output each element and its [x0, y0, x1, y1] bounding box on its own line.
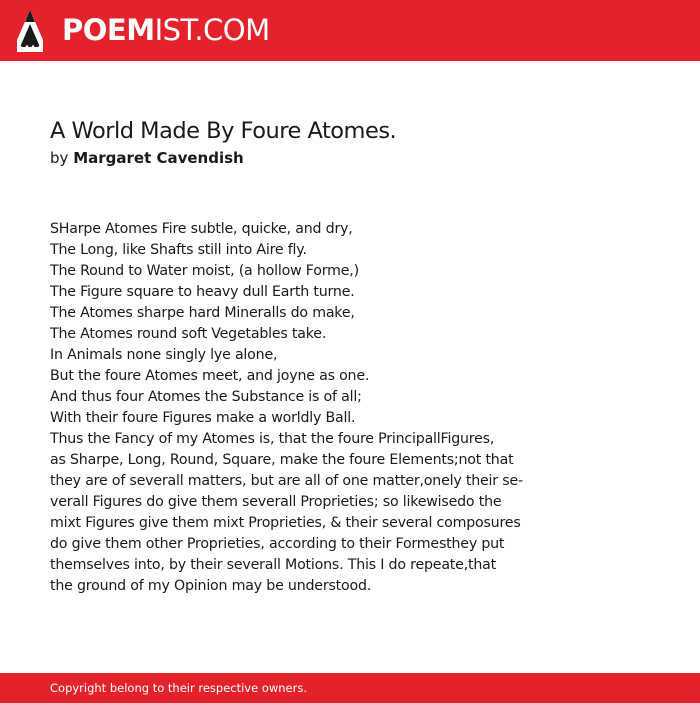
poem-line: But the foure Atomes meet, and joyne as one. [50, 368, 370, 384]
poem-title: A World Made By Foure Atomes. [50, 118, 397, 144]
poem-line: the ground of my Opinion may be understood. [50, 578, 372, 594]
poem-line: The Long, like Shafts still into Aire fly. [50, 242, 307, 258]
poem-line: Thus the Fancy of my Atomes is, that the foure PrincipallFigures, [50, 431, 495, 447]
poem-line: as Sharpe, Long, Round, Square, make the foure Elements;not that [50, 452, 514, 468]
poem-author: Margaret Cavendish [73, 149, 244, 167]
poem-line: And thus four Atomes the Substance is of all; [50, 389, 362, 405]
logo-light-text: IST.COM [154, 13, 270, 47]
poem-line: SHarpe Atomes Fire subtle, quicke, and dry, [50, 221, 353, 237]
poem-line: The Atomes round soft Vegetables take. [50, 326, 327, 342]
poem-line: verall Figures do give them severall Proprieties; so likewisedo the [50, 494, 502, 510]
poem-header [50, 116, 670, 168]
poem-line: The Atomes sharpe hard Mineralls do make, [50, 305, 355, 321]
poem-line: mixt Figures give them mixt Proprieties, & their several composures [50, 515, 521, 531]
site-header [0, 0, 700, 61]
pencil-tip-logo-icon[interactable] [17, 10, 43, 52]
poem-line: themselves into, by their severall Motions. This I do repeate,that [50, 557, 497, 573]
copyright-text: Copyright belong to their respective owners. [50, 681, 308, 695]
poem-line: In Animals none singly lye alone, [50, 347, 278, 363]
poem-line: do give them other Proprieties, according to their Formesthey put [50, 536, 505, 552]
logo-bold-text: POEM [62, 13, 155, 47]
poem-line: they are of severall matters, but are all of one matter,onely their se- [50, 473, 523, 489]
site-footer [0, 673, 700, 703]
poem-body [50, 219, 670, 597]
byline-prefix: by [50, 149, 69, 167]
poem-line: The Round to Water moist, (a hollow Forme,) [50, 263, 359, 279]
poem-line: With their foure Figures make a worldly Ball. [50, 410, 356, 426]
site-logo[interactable] [62, 13, 270, 47]
poem-line: The Figure square to heavy dull Earth turne. [50, 284, 355, 300]
poem-byline [50, 148, 670, 168]
